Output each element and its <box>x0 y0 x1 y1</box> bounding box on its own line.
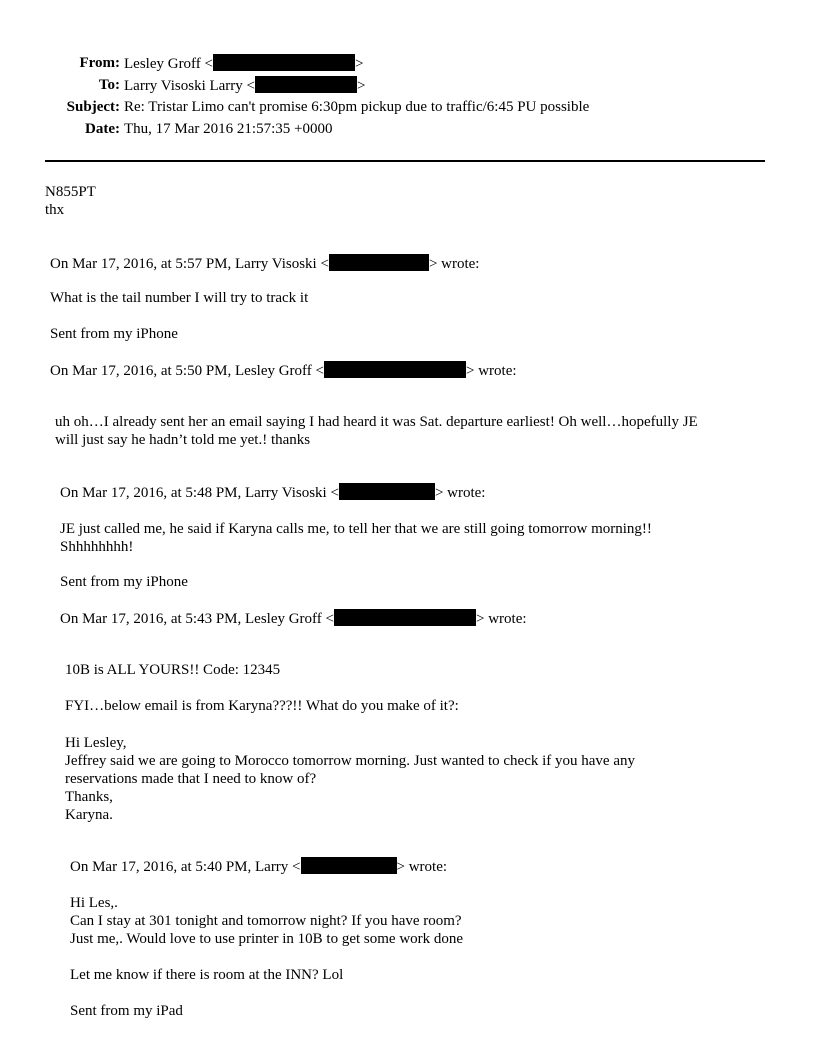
quote-intro <box>70 857 447 876</box>
quote-intro-text: On Mar 17, 2016, at 5:50 PM, Lesley Groff < <box>50 363 324 379</box>
date-value: Thu, 17 Mar 2016 21:57:35 +0000 <box>124 121 333 137</box>
redacted-email <box>324 361 466 378</box>
date-label: Date: <box>85 121 120 137</box>
email-signature: Sent from my iPad <box>70 1003 183 1019</box>
email-signature: Sent from my iPhone <box>50 326 178 342</box>
message-body: will just say he hadn’t told me yet.! thanks <box>55 432 311 448</box>
quote-intro-text: On Mar 17, 2016, at 5:40 PM, Larry < <box>70 859 301 875</box>
message-body: Hi Les,. <box>70 895 118 911</box>
forwarded-line: reservations made that I need to know of? <box>65 771 317 787</box>
message-body: 10B is ALL YOURS!! Code: 12345 <box>65 662 281 678</box>
redacted-email <box>301 857 397 874</box>
reply-line: thx <box>45 202 65 218</box>
quote-intro-text: On Mar 17, 2016, at 5:43 PM, Lesley Groff < <box>60 611 334 627</box>
from-label: From: <box>79 55 120 71</box>
redacted-email <box>255 76 357 93</box>
forwarded-line: Karyna. <box>65 807 113 823</box>
quote-intro <box>50 254 479 273</box>
quote-intro-wrote: > wrote: <box>475 611 527 627</box>
redacted-email <box>334 609 476 626</box>
quote-intro-wrote: > wrote: <box>428 256 480 272</box>
quote-intro <box>60 609 527 628</box>
redacted-email <box>213 54 355 71</box>
from-close: > <box>355 56 364 72</box>
from-sender: Lesley Groff < <box>124 56 213 72</box>
header-divider <box>45 160 765 162</box>
from-value <box>124 54 363 73</box>
quote-intro-text: On Mar 17, 2016, at 5:57 PM, Larry Visoski < <box>50 256 329 272</box>
subject-value: Re: Tristar Limo can't promise 6:30pm pickup due to traffic/6:45 PU possible <box>124 99 590 115</box>
redacted-email <box>339 483 435 500</box>
quote-intro <box>50 361 517 380</box>
message-body: Shhhhhhhh! <box>60 539 134 555</box>
reply-line: N855PT <box>45 184 96 200</box>
to-recipient: Larry Visoski Larry < <box>124 78 256 94</box>
subject-label: Subject: <box>66 99 120 115</box>
message-body: Let me know if there is room at the INN? Lol <box>70 967 344 983</box>
message-body: Just me,. Would love to use printer in 10B to get some work done <box>70 931 464 947</box>
message-body: uh oh…I already sent her an email saying I had heard it was Sat. departure earliest! Oh well…hopefully JE <box>55 414 698 430</box>
quote-intro <box>60 483 485 502</box>
forwarded-line: Hi Lesley, <box>65 735 127 751</box>
message-body: What is the tail number I will try to track it <box>50 290 309 306</box>
message-body: JE just called me, he said if Karyna calls me, to tell her that we are still going tomorrow morning!! <box>60 521 652 537</box>
to-label: To: <box>98 77 120 93</box>
forwarded-line: Jeffrey said we are going to Morocco tomorrow morning. Just wanted to check if you have any <box>65 753 635 769</box>
to-close: > <box>357 78 366 94</box>
quote-intro-wrote: > wrote: <box>434 485 486 501</box>
quote-intro-text: On Mar 17, 2016, at 5:48 PM, Larry Visoski < <box>60 485 339 501</box>
message-body: Can I stay at 301 tonight and tomorrow night? If you have room? <box>70 913 462 929</box>
message-body: FYI…below email is from Karyna???!! What do you make of it?: <box>65 698 459 714</box>
forwarded-line: Thanks, <box>65 789 113 805</box>
quote-intro-wrote: > wrote: <box>396 859 448 875</box>
email-signature: Sent from my iPhone <box>60 574 188 590</box>
to-value <box>124 76 365 95</box>
quote-intro-wrote: > wrote: <box>465 363 517 379</box>
redacted-email <box>329 254 429 271</box>
